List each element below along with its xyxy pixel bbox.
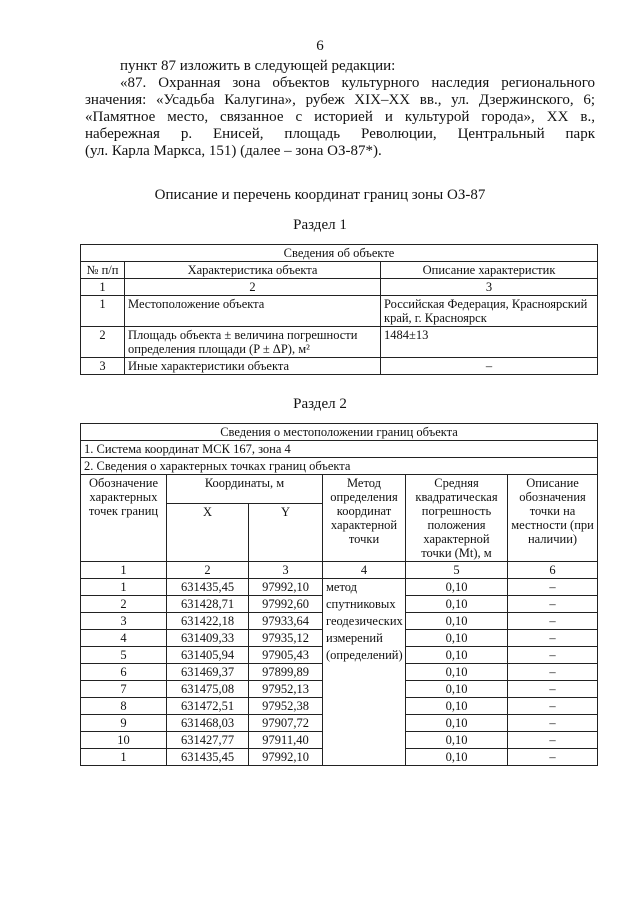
point-x: 631427,77 [167,732,249,749]
point-x: 631422,18 [167,613,249,630]
point-x: 631468,03 [167,715,249,732]
column-number: 3 [249,562,323,579]
table-row [81,681,598,698]
point-x: 631469,37 [167,664,249,681]
point-error: 0,10 [406,613,508,630]
table-row [81,715,598,732]
object-info-table [80,244,598,375]
point-error: 0,10 [406,749,508,766]
characteristic: Иные характеристики объекта [125,358,381,375]
page-number: 6 [316,38,324,54]
point-method [323,732,406,749]
point-id: 6 [81,664,167,681]
point-x: 631472,51 [167,698,249,715]
table-row [81,732,598,749]
point-error: 0,10 [406,647,508,664]
intro-text [85,58,595,160]
point-error: 0,10 [406,596,508,613]
table-row [81,296,598,327]
column-number: 4 [323,562,406,579]
row-number: 2 [81,327,125,358]
table-row [81,630,598,647]
column-number: 5 [406,562,508,579]
point-y: 97992,10 [249,579,323,596]
section2-title: Раздел 2 [293,396,347,412]
characteristic-description: – [381,358,598,375]
intro-quote: «87. Охранная зона объектов культурного наследия регионального значения: «Усадьба Калугина», рубеж XIX–XX вв., ул. Дзержинского, 6; «Памятное место, связанное с историей и культурой города», XX в., набережная р. Енисей, площадь Революции, Центральный парк [85,75,595,142]
intro-line: пункт 87 изложить в следующей редакции: [120,58,396,74]
header-method: Метод определения координат характерной точки [323,475,406,562]
point-id: 10 [81,732,167,749]
section1-title: Раздел 1 [293,217,347,233]
column-header: № п/п [81,262,125,279]
header-error: Средняя квадратическая погрешность положения характерной точки (Mt), м [406,475,508,562]
point-description: – [508,732,598,749]
point-y: 97933,64 [249,613,323,630]
point-method: спутниковых [323,596,406,613]
table-caption: Сведения об объекте [81,245,598,262]
table-row [81,749,598,766]
point-method: метод [323,579,406,596]
main-heading: Описание и перечень координат границ зоны ОЗ-87 [154,187,486,203]
point-id: 3 [81,613,167,630]
column-number: 6 [508,562,598,579]
point-description: – [508,613,598,630]
column-number: 2 [167,562,249,579]
point-id: 1 [81,749,167,766]
point-method [323,681,406,698]
points-caption: 2. Сведения о характерных точках границ объекта [81,458,598,475]
row-number: 1 [81,296,125,327]
point-x: 631428,71 [167,596,249,613]
point-error: 0,10 [406,732,508,749]
point-id: 7 [81,681,167,698]
table-row [81,327,598,358]
point-description: – [508,749,598,766]
point-method: геодезических [323,613,406,630]
column-header: Описание характеристик [381,262,598,279]
column-header: Характеристика объекта [125,262,381,279]
header-y: Y [249,504,323,562]
table-row [81,579,598,596]
point-method [323,698,406,715]
point-method: измерений [323,630,406,647]
point-error: 0,10 [406,715,508,732]
characteristic: Местоположение объекта [125,296,381,327]
header-designation: Обозначение характерных точек границ [81,475,167,562]
point-method [323,664,406,681]
point-x: 631435,45 [167,579,249,596]
point-description: – [508,596,598,613]
point-description: – [508,715,598,732]
point-error: 0,10 [406,698,508,715]
characteristic: Площадь объекта ± величина погрешности определения площади (P ± ΔP), м² [125,327,381,358]
table-row [81,358,598,375]
point-y: 97952,13 [249,681,323,698]
point-error: 0,10 [406,681,508,698]
point-error: 0,10 [406,664,508,681]
point-id: 2 [81,596,167,613]
point-description: – [508,681,598,698]
row-number: 3 [81,358,125,375]
point-description: – [508,579,598,596]
characteristic-description: 1484±13 [381,327,598,358]
column-number: 3 [381,279,598,296]
point-y: 97992,10 [249,749,323,766]
point-y: 97992,60 [249,596,323,613]
point-x: 631409,33 [167,630,249,647]
table-row [81,647,598,664]
point-x: 631475,08 [167,681,249,698]
column-number: 1 [81,562,167,579]
table-caption: Сведения о местоположении границ объекта [81,424,598,441]
point-error: 0,10 [406,630,508,647]
point-x: 631435,45 [167,749,249,766]
point-id: 9 [81,715,167,732]
point-y: 97905,43 [249,647,323,664]
point-y: 97899,89 [249,664,323,681]
point-description: – [508,698,598,715]
table-row [81,613,598,630]
point-y: 97935,12 [249,630,323,647]
header-description: Описание обозначения точки на местности (при наличии) [508,475,598,562]
point-method [323,749,406,766]
point-method [323,715,406,732]
point-method: (определений) [323,647,406,664]
point-id: 5 [81,647,167,664]
table-row [81,664,598,681]
point-x: 631405,94 [167,647,249,664]
point-description: – [508,630,598,647]
point-error: 0,10 [406,579,508,596]
characteristic-description: Российская Федерация, Красноярский край, г. Красноярск [381,296,598,327]
point-description: – [508,664,598,681]
coordinate-system: 1. Система координат МСК 167, зона 4 [81,441,598,458]
point-y: 97907,72 [249,715,323,732]
header-coordinates: Координаты, м [167,475,323,504]
point-id: 1 [81,579,167,596]
table-row [81,596,598,613]
table-row [81,698,598,715]
header-x: X [167,504,249,562]
point-id: 8 [81,698,167,715]
column-number: 2 [125,279,381,296]
point-description: – [508,647,598,664]
point-y: 97952,38 [249,698,323,715]
intro-quote-end: (ул. Карла Маркса, 151) (далее – зона ОЗ-87*). [85,143,382,159]
column-number: 1 [81,279,125,296]
point-id: 4 [81,630,167,647]
point-y: 97911,40 [249,732,323,749]
coordinates-table [80,423,598,766]
